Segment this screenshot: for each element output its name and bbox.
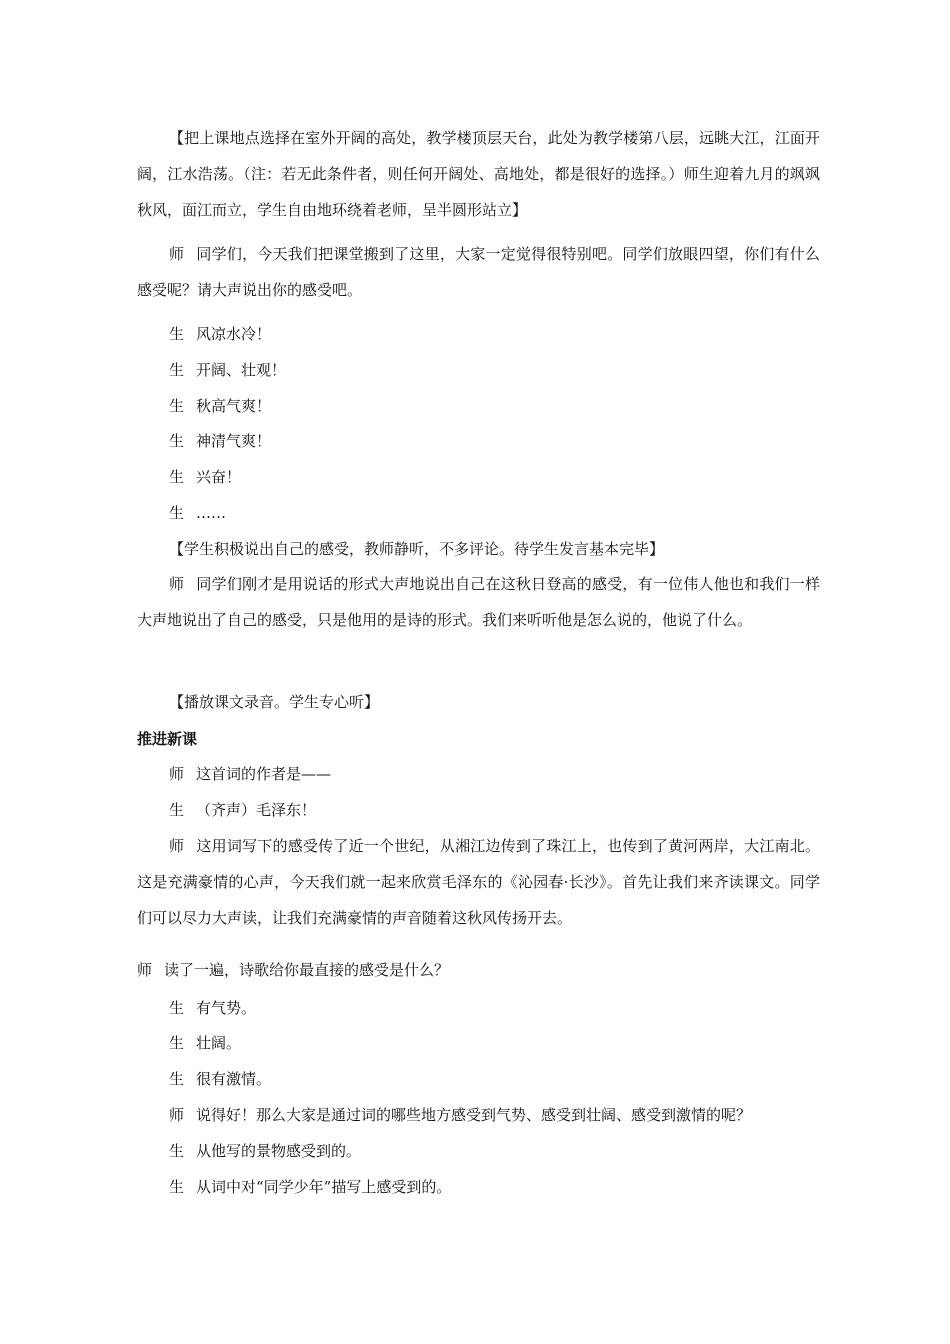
- speaker-label: 生: [169, 397, 185, 415]
- section-heading-text: 推进新课: [137, 730, 198, 748]
- stage-direction-line: [169, 692, 379, 712]
- speaker-label: 生: [169, 468, 185, 486]
- dialogue-text: 开阔、壮观！: [196, 361, 287, 379]
- teacher-paragraph: [137, 828, 820, 936]
- dialogue-text: 从他写的景物感受到的。: [196, 1142, 362, 1160]
- dialogue-text: 风凉水冷！: [196, 325, 272, 343]
- dialogue-line: [169, 1177, 451, 1197]
- dialogue-line: [169, 1141, 361, 1161]
- dialogue-line: [169, 998, 256, 1018]
- stage-direction-text: 【学生积极说出自己的感受，教师静听，不多评论。待学生发言基本完毕】: [169, 540, 665, 558]
- speaker-label: 生: [169, 432, 185, 450]
- dialogue-line: [169, 1069, 271, 1089]
- speaker-label: 生: [169, 1034, 185, 1052]
- dialogue-text: ……: [196, 504, 227, 522]
- dialogue-text: 有气势。: [196, 999, 257, 1017]
- dialogue-line: [169, 1105, 751, 1125]
- speaker-label: 师: [169, 837, 185, 855]
- dialogue-line: [169, 503, 226, 523]
- speaker-label: 师: [169, 245, 185, 263]
- dialogue-line: [137, 960, 449, 980]
- dialogue-text: 读了一遍，诗歌给你最直接的感受是什么？: [164, 961, 450, 979]
- teacher-paragraph: [137, 566, 820, 638]
- speaker-label: 师: [169, 765, 185, 783]
- dialogue-text: 说得好！那么大家是通过词的哪些地方感受到气势、感受到壮阔、感受到激情的呢？: [196, 1106, 752, 1124]
- dialogue-text: 从词中对“同学少年”描写上感受到的。: [196, 1178, 452, 1196]
- dialogue-text: 这用词写下的感受传了近一个世纪，从湘江边传到了珠江上，也传到了黄河两岸，大江南北。这是充满豪情的心声，今天我们就一起来欣赏毛泽东的《沁园春·长沙》。首先让我们来齐读课文。同学们可以尽力大声读，让我们充满豪情的声音随着这秋风传扬开去。: [137, 837, 820, 927]
- speaker-label: 生: [169, 1070, 185, 1088]
- stage-direction-line: [169, 539, 664, 559]
- section-heading: [137, 729, 197, 749]
- speaker-label: 师: [137, 961, 153, 979]
- stage-direction-text: 【把上课地点选择在室外开阔的高处，教学楼顶层天台，此处为教学楼第八层，远眺大江，江面开阔，江水浩荡。（注：若无此条件者，则任何开阔处、高地处，都是很好的选择。）师生迎着九月的飒飒秋风，面江而立，学生自由地环绕着老师，呈半圆形站立】: [137, 129, 820, 219]
- dialogue-text: 同学们，今天我们把课堂搬到了这里，大家一定觉得很特别吧。同学们放眼四望，你们有什么感受呢？请大声说出你的感受吧。: [137, 245, 820, 299]
- speaker-label: 师: [169, 575, 185, 593]
- speaker-label: 生: [169, 1178, 185, 1196]
- speaker-label: 师: [169, 1106, 185, 1124]
- dialogue-text: 兴奋！: [196, 468, 242, 486]
- dialogue-line: [169, 431, 271, 451]
- speaker-label: 生: [169, 361, 185, 379]
- speaker-label: 生: [169, 1142, 185, 1160]
- stage-direction-paragraph: [137, 120, 820, 228]
- dialogue-text: 这首词的作者是——: [196, 765, 332, 783]
- dialogue-text: 同学们刚才是用说话的形式大声地说出自己在这秋日登高的感受，有一位伟人他也和我们一样大声地说出了自己的感受，只是他用的是诗的形式。我们来听听他是怎么说的，他说了什么。: [137, 575, 820, 629]
- speaker-label: 生: [169, 999, 185, 1017]
- dialogue-text: 秋高气爽！: [196, 397, 272, 415]
- teacher-paragraph: [137, 236, 820, 308]
- dialogue-line: [169, 396, 271, 416]
- dialogue-text: （齐声）毛泽东！: [196, 801, 317, 819]
- dialogue-line: [169, 324, 271, 344]
- dialogue-line: [169, 800, 316, 820]
- speaker-label: 生: [169, 325, 185, 343]
- dialogue-line: [169, 764, 331, 784]
- dialogue-line: [169, 1033, 241, 1053]
- dialogue-text: 很有激情。: [196, 1070, 272, 1088]
- speaker-label: 生: [169, 801, 185, 819]
- dialogue-text: 壮阔。: [196, 1034, 242, 1052]
- dialogue-text: 神清气爽！: [196, 432, 272, 450]
- stage-direction-text: 【播放课文录音。学生专心听】: [169, 693, 380, 711]
- speaker-label: 生: [169, 504, 185, 522]
- dialogue-line: [169, 360, 286, 380]
- dialogue-line: [169, 467, 241, 487]
